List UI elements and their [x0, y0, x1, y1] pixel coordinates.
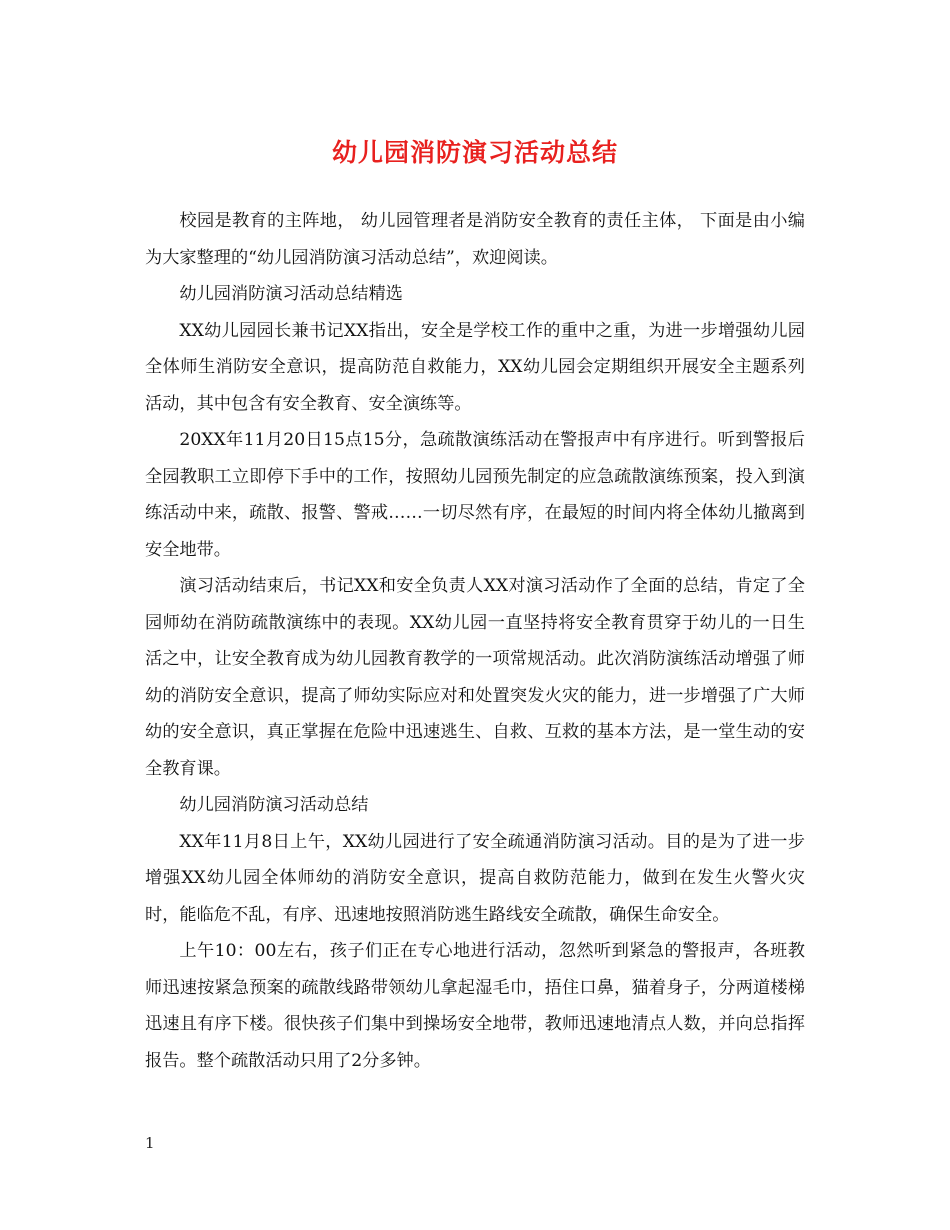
section-heading-summary: 幼儿园消防演习活动总结: [179, 795, 369, 815]
paragraph: 上午10：00左右，孩子们正在专心地进行活动，忽然听到紧急的警报声，各班教师迅速按紧急预案的疏散线路带领幼儿拿起湿毛巾，捂住口鼻，猫着身子，分两道楼梯迅速且有序下楼。很快孩子们集中到操场安全地带，教师迅速地清点人数，并向总指挥报告。整个疏散活动只用了2分多钟。: [145, 941, 805, 1071]
paragraph: 演习活动结束后，书记XX和安全负责人XX对演习活动作了全面的总结，肯定了全园师幼在消防疏散演练中的表现。XX幼儿园一直坚持将安全教育贯穿于幼儿的一日生活之中，让安全教育成为幼儿园教育教学的一项常规活动。此次消防演练活动增强了师幼的消防安全意识，提高了师幼实际应对和处置突发火灾的能力，进一步增强了广大师幼的安全意识，真正掌握在危险中迅速逃生、自救、互救的基本方法，是一堂生动的安全教育课。: [145, 576, 805, 779]
section-heading-selected: 幼儿园消防演习活动总结精选: [179, 284, 403, 304]
paragraph: XX年11月8日上午，XX幼儿园进行了安全疏通消防演习活动。目的是为了进一步增强XX幼儿园全体师幼的消防安全意识，提高自救防范能力，做到在发生火警火灾时，能临危不乱，有序、迅速地按照消防逃生路线安全疏散，确保生命安全。: [145, 831, 805, 925]
paragraph: XX幼儿园园长兼书记XX指出，安全是学校工作的重中之重，为进一步增强幼儿园全体师生消防安全意识，提高防范自救能力，XX幼儿园会定期组织开展安全主题系列活动，其中包含有安全教育、安全演练等。: [145, 320, 805, 414]
document-title: 幼儿园消防演习活动总结: [331, 138, 618, 167]
document-body: [145, 203, 805, 1079]
paragraph-intro: 校园是教育的主阵地， 幼儿园管理者是消防安全教育的责任主体， 下面是由小编为大家整理的“幼儿园消防演习活动总结”，欢迎阅读。: [145, 211, 805, 268]
paragraph: 20XX年11月20日15点15分，急疏散演练活动在警报声中有序进行。听到警报后全园教职工立即停下手中的工作，按照幼儿园预先制定的应急疏散演练预案，投入到演练活动中来，疏散、报警、警戒……一切尽然有序，在最短的时间内将全体幼儿撤离到安全地带。: [145, 430, 805, 560]
page-number: 1: [145, 1134, 155, 1152]
